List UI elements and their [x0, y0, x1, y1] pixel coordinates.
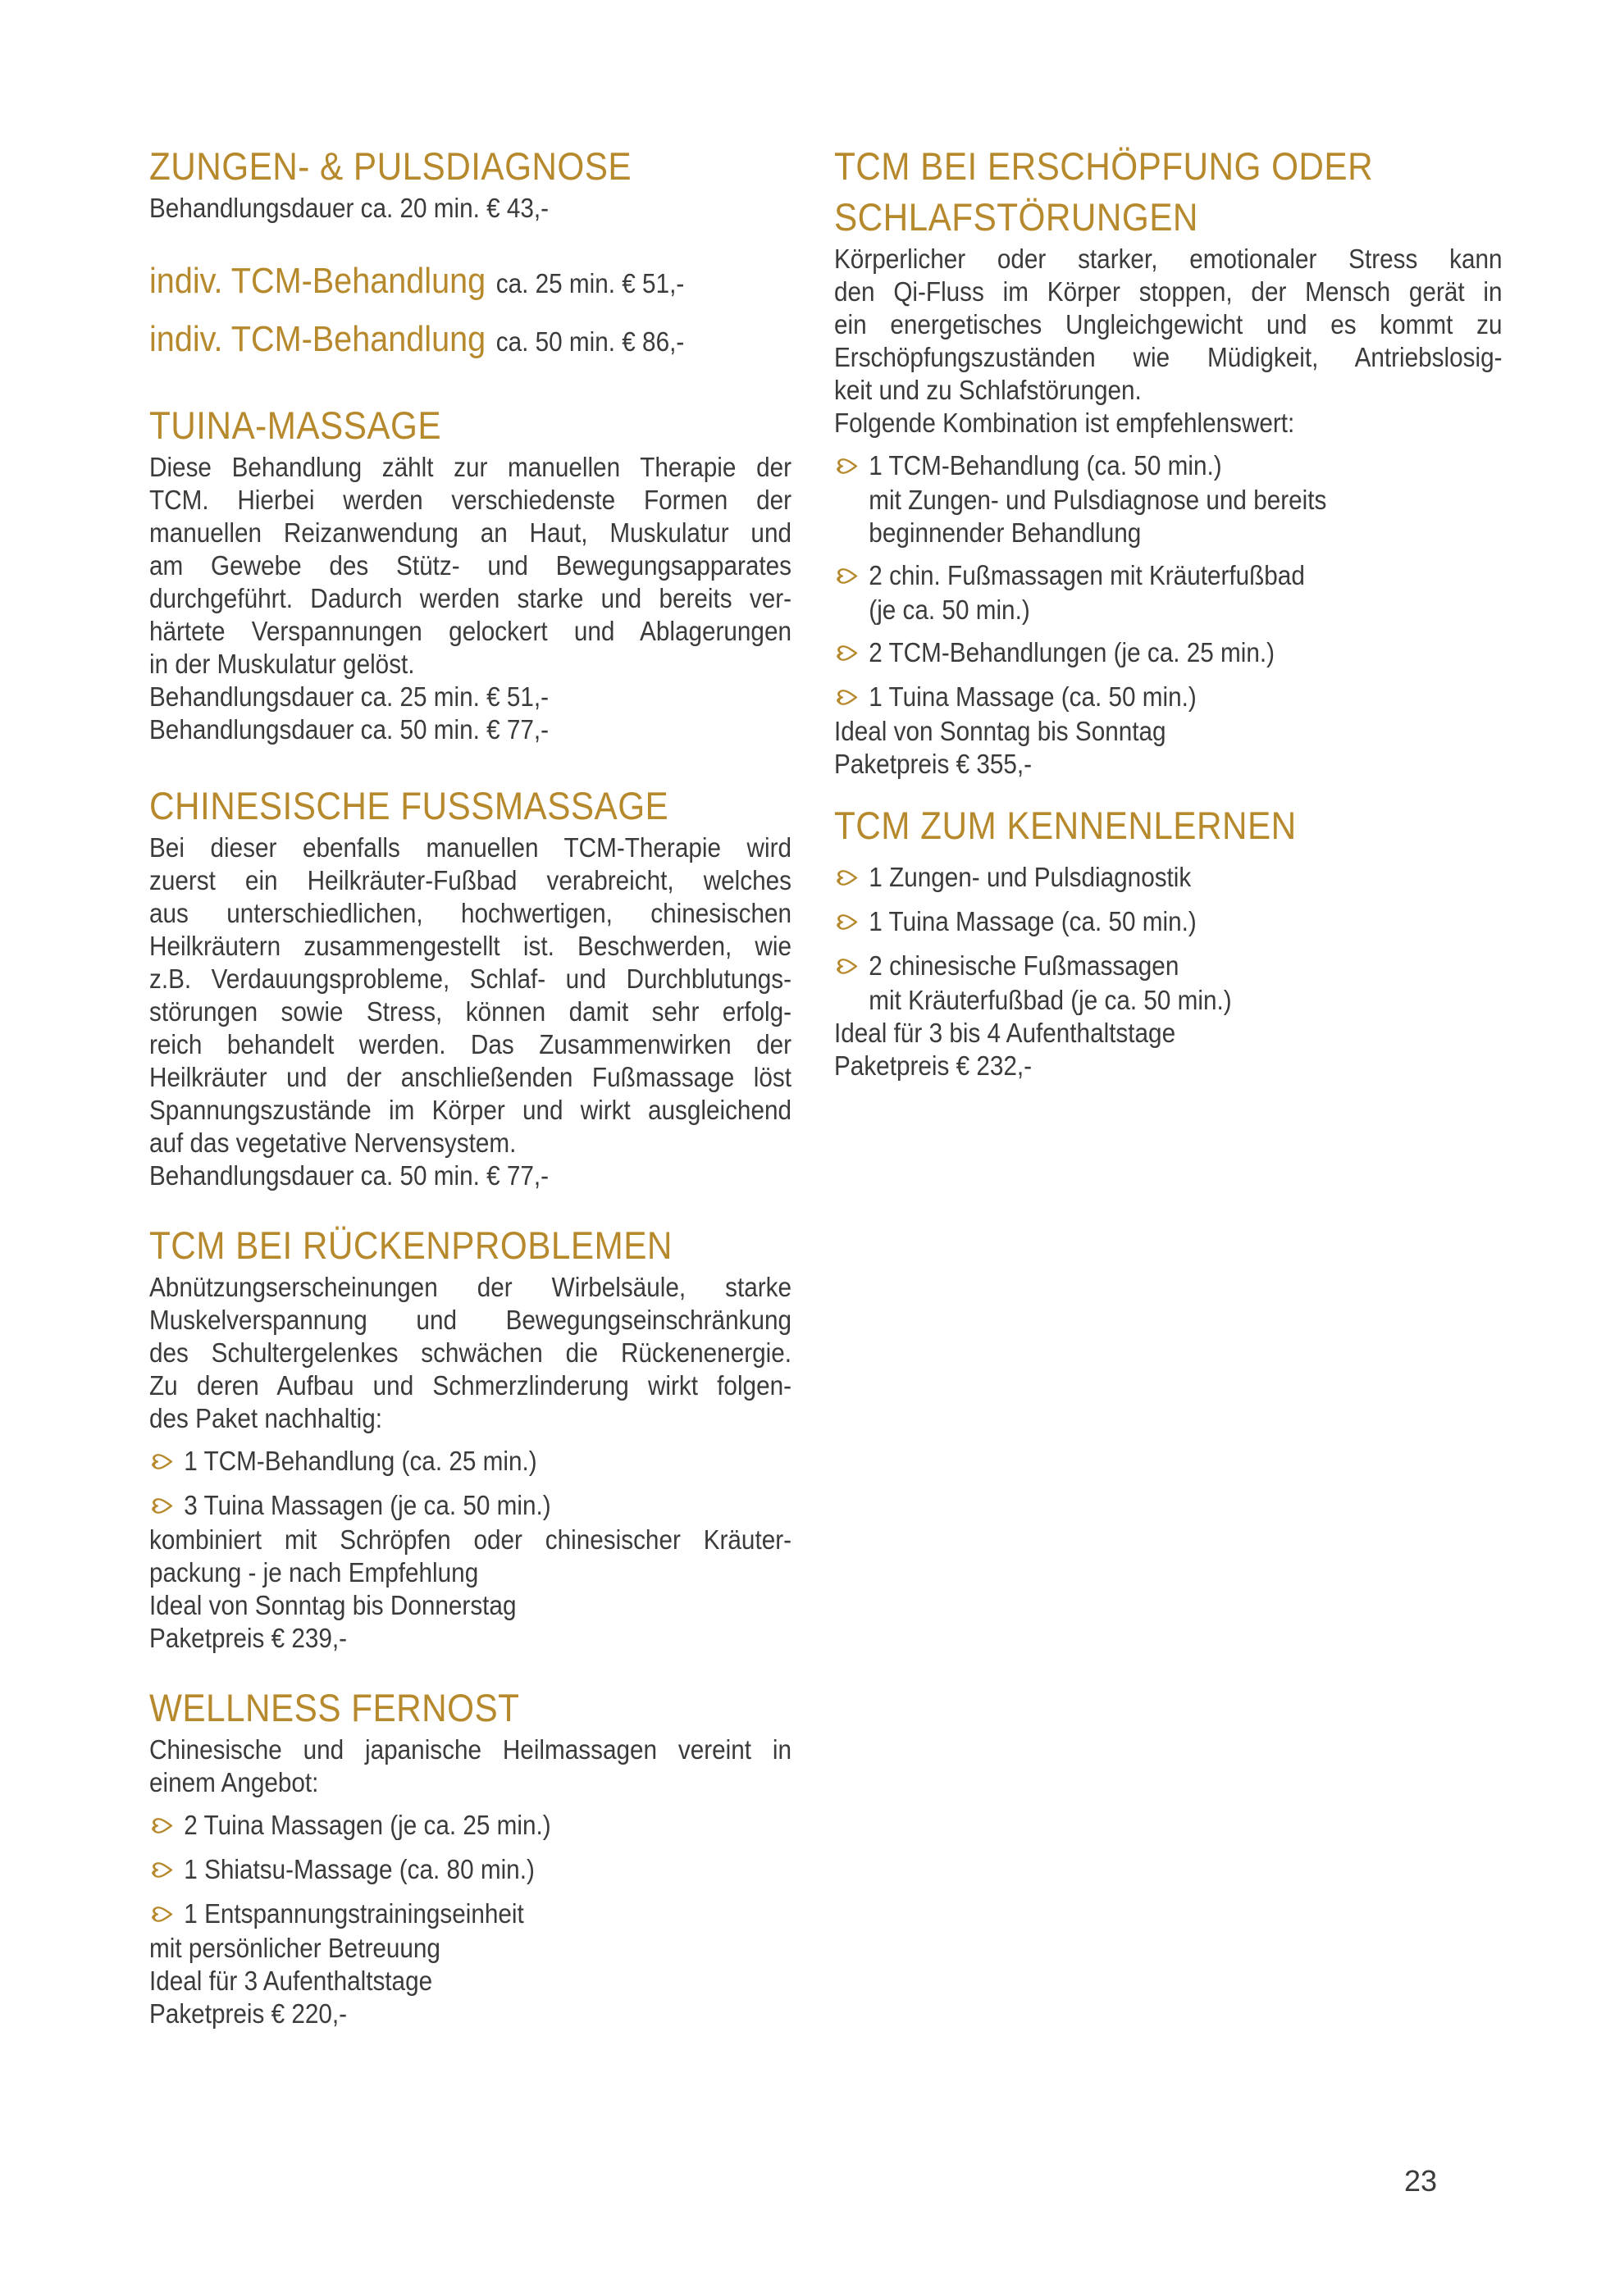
- section-tuina-massage: [149, 400, 791, 746]
- list-item-text: 3 Tuina Massagen (je ca. 50 min.): [184, 1490, 551, 1520]
- paragraph-line: Heilkräuter und der anschließenden Fußmassage löst: [149, 1062, 791, 1092]
- paragraph-line: Bei dieser ebenfalls manuellen TCM-Therapie wird: [149, 832, 791, 863]
- heart-swirl-bullet-icon: [834, 948, 860, 984]
- section-title: CHINESISCHE FUSSMASSAGE: [149, 784, 669, 827]
- paragraph-line: ein energetisches Ungleichgewicht und es kommt zu: [834, 309, 1503, 339]
- package-list-item: [834, 635, 1503, 671]
- list-item-text: 2 chin. Fußmassagen mit Kräuterfußbad: [869, 560, 1305, 590]
- duration-line: Behandlungsdauer ca. 50 min. € 77,-: [149, 714, 550, 745]
- package-list-item: [834, 904, 1503, 940]
- list-item-continuation: (je ca. 50 min.): [869, 594, 1030, 625]
- section-indiv-tcm-behandlung: [149, 256, 791, 372]
- paragraph-line: härtete Verspannungen gelockert und Ablagerungen: [149, 616, 791, 646]
- list-item-text: 1 Zungen- und Pulsdiagnostik: [869, 862, 1192, 892]
- intro-line: Folgende Kombination ist empfehlenswert:: [834, 408, 1295, 438]
- section-wellness-fernost: [149, 1683, 791, 2030]
- paragraph-line: TCM. Hierbei werden verschiedenste Formen der: [149, 485, 791, 515]
- left-column: [149, 141, 791, 2030]
- page-number: 23: [1404, 2164, 1438, 2198]
- paragraph-line: in der Muskulatur gelöst.: [149, 649, 415, 679]
- heart-swirl-bullet-icon: [834, 448, 860, 484]
- paragraph: [149, 1271, 791, 1435]
- package-ideal-line: Ideal von Sonntag bis Donnerstag: [149, 1590, 517, 1620]
- section-title-line: SCHLAFSTÖRUNGEN: [834, 195, 1198, 239]
- package-list-item: [834, 948, 1503, 1017]
- paragraph-line: Spannungszustände im Körper und wirkt ausgleichend: [149, 1095, 791, 1125]
- treatment-info: ca. 50 min. € 86,-: [495, 326, 685, 357]
- paragraph-line: Muskelverspannung und Bewegungseinschränkung: [149, 1305, 791, 1335]
- treatment-name: indiv. TCM-Behandlung: [149, 319, 486, 359]
- paragraph-line: aus unterschiedlichen, hochwertigen, chinesischen: [149, 898, 791, 928]
- package-ideal-line: Ideal für 3 bis 4 Aufenthaltstage: [834, 1018, 1176, 1048]
- heart-swirl-bullet-icon: [149, 1443, 175, 1479]
- section-zungen-pulsdiagnose: [149, 141, 791, 225]
- paragraph: [834, 243, 1503, 407]
- package-price-line: Paketpreis € 220,-: [149, 1998, 348, 2029]
- list-item-text: 1 Shiatsu-Massage (ca. 80 min.): [184, 1854, 535, 1884]
- paragraph: [149, 1733, 791, 1799]
- heart-swirl-bullet-icon: [834, 635, 860, 671]
- section-title: TCM ZUM KENNENLERNEN: [834, 804, 1297, 847]
- package-list-item: [149, 1852, 791, 1888]
- section-title: TCM BEI RÜCKENPROBLEMEN: [149, 1223, 673, 1267]
- package-price-line: Paketpreis € 355,-: [834, 749, 1033, 779]
- heart-swirl-bullet-icon: [834, 859, 860, 895]
- package-list-item: [834, 448, 1503, 549]
- heart-swirl-bullet-icon: [149, 1807, 175, 1843]
- package-note-line: packung - je nach Empfehlung: [149, 1557, 479, 1588]
- package-ideal-line: Ideal von Sonntag bis Sonntag: [834, 716, 1166, 746]
- treatment-price-line: [149, 256, 791, 314]
- heart-swirl-bullet-icon: [149, 1896, 175, 1932]
- paragraph-line: am Gewebe des Stütz- und Bewegungsapparates: [149, 550, 791, 581]
- package-list-item: [149, 1487, 791, 1524]
- list-item-text: 2 Tuina Massagen (je ca. 25 min.): [184, 1810, 551, 1840]
- paragraph-line: Erschöpfungszuständen wie Müdigkeit, Antriebslosig-: [834, 342, 1503, 372]
- package-list-item: [149, 1896, 791, 1932]
- heart-swirl-bullet-icon: [149, 1852, 175, 1888]
- heart-swirl-bullet-icon: [149, 1487, 175, 1524]
- paragraph-line: reich behandelt werden. Das Zusammenwirken der: [149, 1029, 791, 1059]
- paragraph-line: auf das vegetative Nervensystem.: [149, 1128, 517, 1158]
- section-title: WELLNESS FERNOST: [149, 1686, 520, 1729]
- section-chinesische-fussmassage: [149, 781, 791, 1192]
- section-title-line: TCM BEI ERSCHÖPFUNG ODER: [834, 144, 1374, 188]
- section-tcm-zum-kennenlernen: [834, 800, 1503, 1082]
- paragraph-line: Diese Behandlung zählt zur manuellen Therapie der: [149, 452, 791, 482]
- list-item-text: 2 TCM-Behandlungen (je ca. 25 min.): [869, 637, 1275, 667]
- paragraph-line: z.B. Verdauungsprobleme, Schlaf- und Durchblutungs-: [149, 963, 791, 994]
- duration-line: Behandlungsdauer ca. 25 min. € 51,-: [149, 681, 550, 712]
- paragraph-line: des Paket nachhaltig:: [149, 1403, 382, 1433]
- package-list-item: [149, 1807, 791, 1843]
- duration-line: Behandlungsdauer ca. 20 min. € 43,-: [149, 193, 550, 223]
- paragraph-line: Körperlicher oder starker, emotionaler Stress kann: [834, 244, 1503, 274]
- paragraph-line: zuerst ein Heilkräuter-Fußbad verabreicht, welches: [149, 865, 791, 895]
- section-tcm-erschoepfung-schlafstoerungen: [834, 141, 1503, 781]
- package-note-line: mit persönlicher Betreuung: [149, 1933, 440, 1963]
- paragraph-line: durchgeführt. Dadurch werden starke und bereits ver-: [149, 583, 791, 613]
- treatment-name: indiv. TCM-Behandlung: [149, 261, 486, 301]
- list-item-text: 1 Entspannungstrainingseinheit: [184, 1898, 524, 1929]
- section-tcm-rueckenprobleme: [149, 1220, 791, 1655]
- list-item-text: 1 Tuina Massage (ca. 50 min.): [869, 681, 1197, 712]
- package-list-item: [149, 1443, 791, 1479]
- list-item-continuation: mit Kräuterfußbad (je ca. 50 min.): [869, 985, 1232, 1015]
- package-list-item: [834, 558, 1503, 626]
- package-price-line: Paketpreis € 232,-: [834, 1050, 1033, 1081]
- heart-swirl-bullet-icon: [834, 679, 860, 715]
- paragraph: [149, 451, 791, 681]
- section-title: TUINA-MASSAGE: [149, 403, 442, 447]
- treatment-price-line: [149, 314, 791, 372]
- package-price-line: Paketpreis € 239,-: [149, 1623, 348, 1653]
- right-column: [834, 141, 1503, 1082]
- paragraph-line: keit und zu Schlafstörungen.: [834, 375, 1142, 405]
- package-note-line: kombiniert mit Schröpfen oder chinesischer Kräuter-: [149, 1524, 791, 1555]
- paragraph-line: Heilkräutern zusammengestellt ist. Beschwerden, wie: [149, 931, 791, 961]
- heart-swirl-bullet-icon: [834, 904, 860, 940]
- list-item-continuation: mit Zungen- und Pulsdiagnose und bereits: [869, 485, 1327, 515]
- list-item-text: 2 chinesische Fußmassagen: [869, 950, 1179, 981]
- paragraph-line: Zu deren Aufbau und Schmerzlinderung wirkt folgen-: [149, 1370, 791, 1401]
- paragraph-line: des Schultergelenkes schwächen die Rückenenergie.: [149, 1337, 791, 1368]
- treatment-info: ca. 25 min. € 51,-: [495, 268, 685, 298]
- list-item-text: 1 TCM-Behandlung (ca. 25 min.): [184, 1446, 537, 1476]
- list-item-text: 1 Tuina Massage (ca. 50 min.): [869, 906, 1197, 936]
- package-ideal-line: Ideal für 3 Aufenthaltstage: [149, 1966, 433, 1996]
- list-item-text: 1 TCM-Behandlung (ca. 50 min.): [869, 450, 1222, 481]
- list-item-continuation: beginnender Behandlung: [869, 517, 1142, 548]
- paragraph-line: den Qi-Fluss im Körper stoppen, der Mensch gerät in: [834, 276, 1503, 307]
- duration-line: Behandlungsdauer ca. 50 min. € 77,-: [149, 1160, 550, 1191]
- paragraph-line: Abnützungserscheinungen der Wirbelsäule, starke: [149, 1272, 791, 1302]
- paragraph-line: einem Angebot:: [149, 1767, 319, 1797]
- heart-swirl-bullet-icon: [834, 558, 860, 594]
- paragraph-line: manuellen Reizanwendung an Haut, Muskulatur und: [149, 517, 791, 548]
- paragraph-line: störungen sowie Stress, können damit sehr erfolg-: [149, 996, 791, 1027]
- package-list-item: [834, 679, 1503, 715]
- paragraph: [149, 831, 791, 1159]
- package-list-item: [834, 859, 1503, 895]
- paragraph-line: Chinesische und japanische Heilmassagen vereint in: [149, 1734, 791, 1765]
- section-title: ZUNGEN- & PULSDIAGNOSE: [149, 144, 632, 188]
